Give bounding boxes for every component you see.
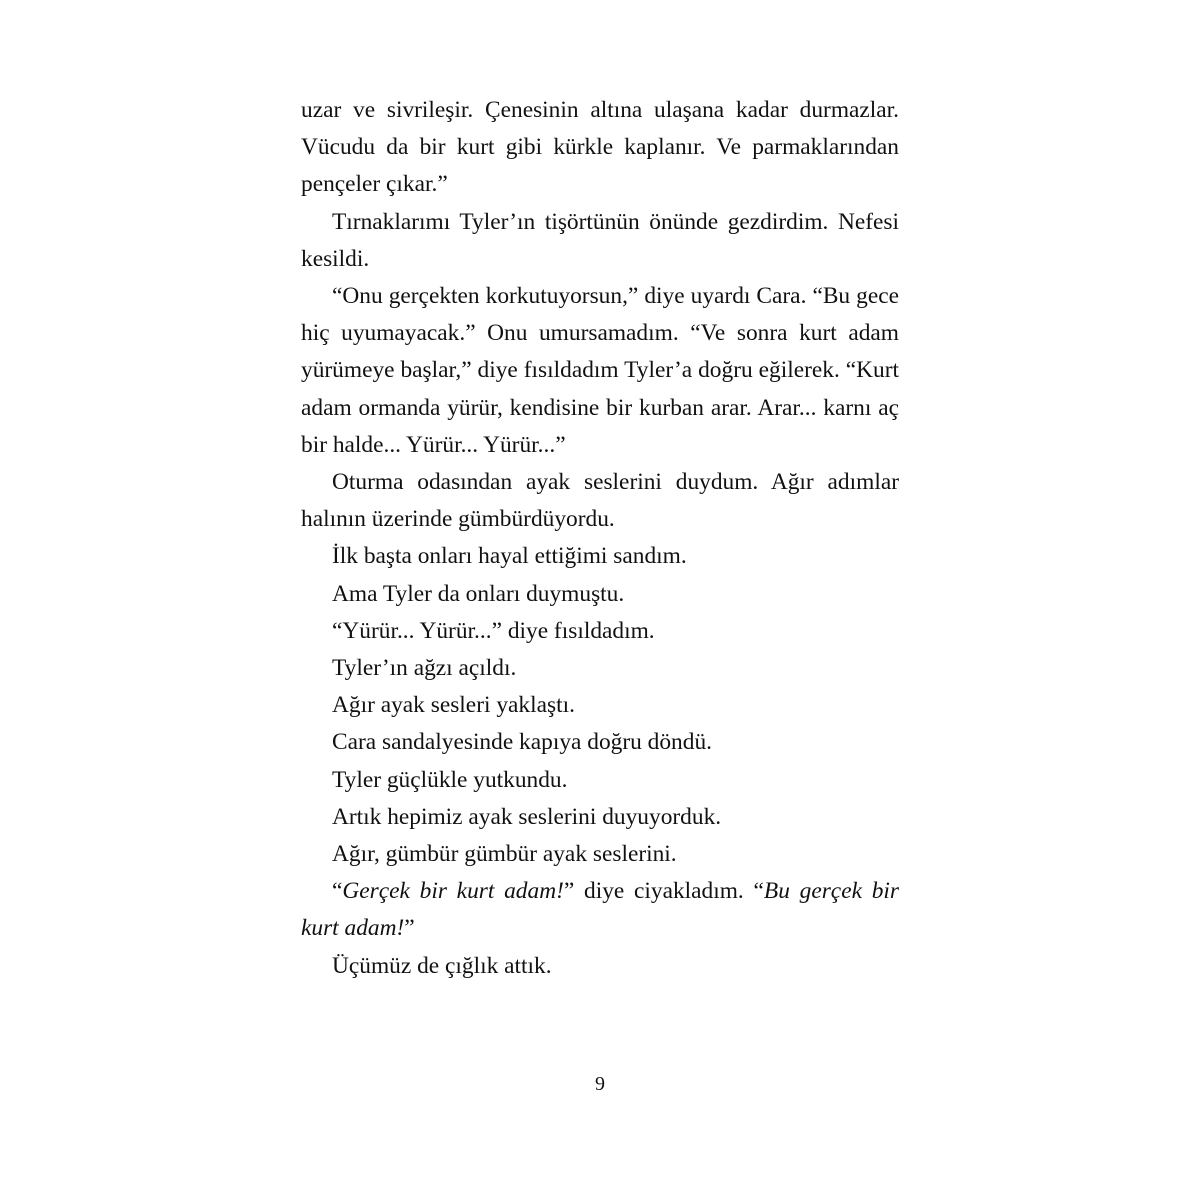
paragraph: Ama Tyler da onları duymuştu. [332, 580, 625, 607]
paragraph-italic-exclamation [301, 873, 899, 947]
italic-phrase-one: Gerçek bir kurt adam! [342, 878, 564, 905]
paragraph: Tırnaklarımı Tyler’ın tişörtünün önünde gezdirdim. Nefesi kesildi. [301, 208, 899, 272]
paragraph-continued: uzar ve sivrileşir. Çenesinin altına ulaşana kadar durmazlar. Vücudu da bir kurt gibi kürkle kaplanır. Ve parmaklarından pençeler çıkar.” [301, 97, 899, 198]
italic-phrase-two: Bu gerçek bir kurt adam! [301, 878, 899, 942]
paragraph: Üçümüz de çığlık attık. [332, 952, 552, 979]
paragraph: Tyler güçlükle yutkundu. [332, 766, 568, 793]
paragraph: “Onu gerçekten korkutuyorsun,” diye uyardı Cara. “Bu gece hiç uyumayacak.” Onu umursamadım. “Ve sonra kurt adam yürümeye başlar,” diye fısıldadım Tyler’a doğru eğilerek. “Kurt adam ormanda yürür, kendisine bir kurban arar. Arar... karnı aç bir halde... Yürür... Yürür...” [301, 283, 899, 458]
quote-close-mark: ” [404, 915, 415, 942]
paragraph: Cara sandalyesinde kapıya doğru döndü. [332, 729, 712, 756]
paragraph: “Yürür... Yürür...” diye fısıldadım. [332, 617, 655, 644]
quote-open-mark: “ [332, 878, 343, 905]
paragraph: Tyler’ın ağzı açıldı. [332, 655, 517, 682]
paragraph: Ağır ayak sesleri yaklaştı. [332, 692, 575, 719]
interjection-text: ” diye ciyakladım. “ [563, 878, 764, 905]
paragraph: Oturma odasından ayak seslerini duydum. Ağır adımlar halının üzerinde gümbürdüyordu. [301, 469, 899, 533]
paragraph: Artık hepimiz ayak seslerini duyuyorduk. [332, 803, 722, 830]
page-text-block [301, 92, 899, 985]
paragraph: Ağır, gümbür gümbür ayak seslerini. [332, 841, 677, 868]
page-number: 9 [595, 1073, 605, 1095]
paragraph: İlk başta onları hayal ettiğimi sandım. [332, 543, 687, 570]
